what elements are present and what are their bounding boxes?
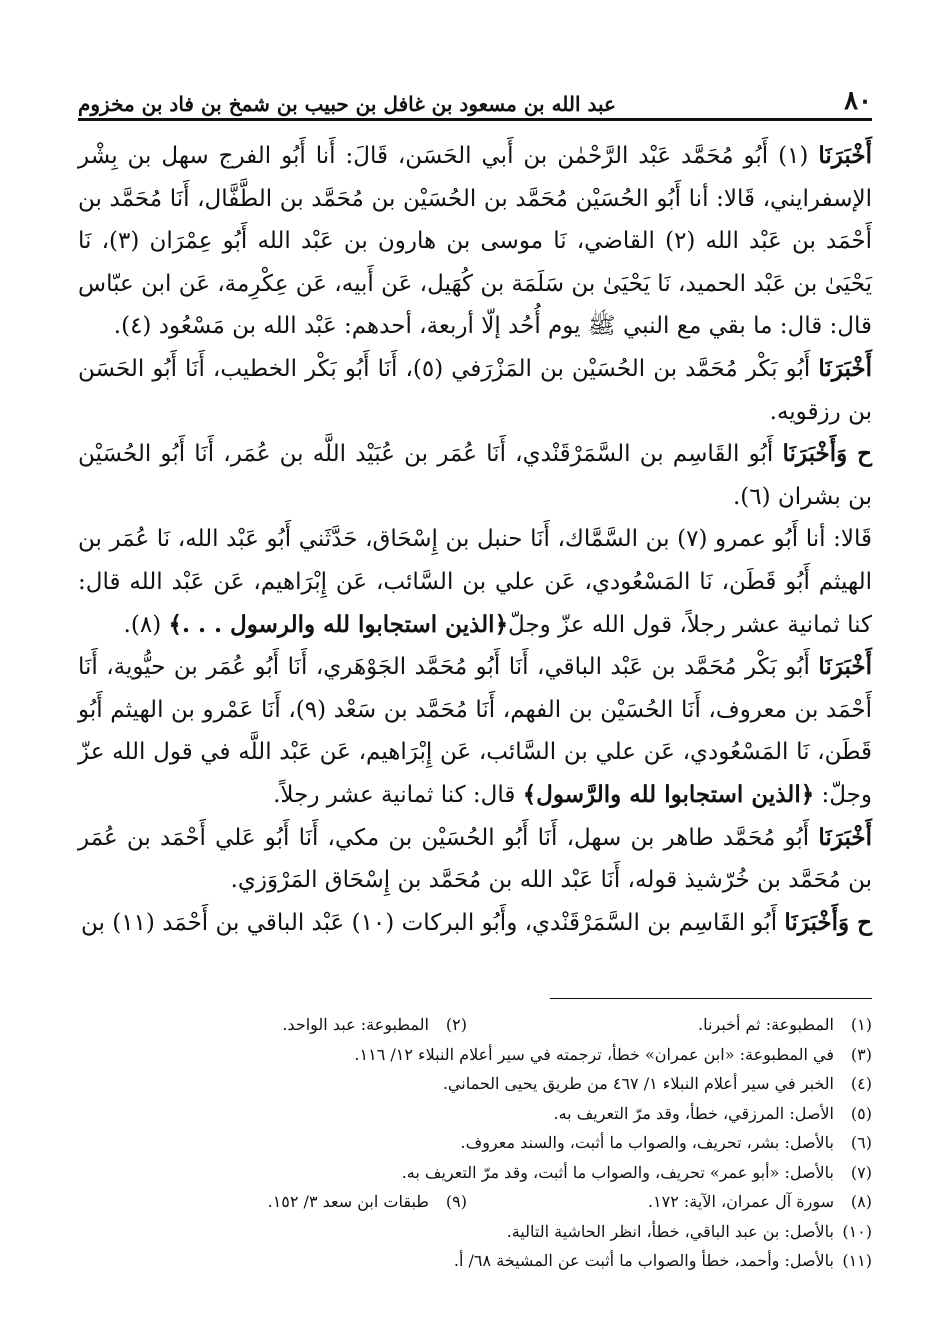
footnote-text: بالأصل: وأحمد، خطأ والصواب ما أثبت عن المشيخة ٦٨/ أ. [453,1251,834,1270]
quran-quote: ﴿الذين استجابوا لله والرسول . . .﴾ [168,610,509,638]
paragraph-text: أَبُو مُحَمَّد طاهر بن سهل، أَنَا أَبُو الحُسَيْن بن مكي، أَنَا أَبُو عَلي أَحْمَد بن عُمَر بن مُحَمَّد بن خُرّشيذ قوله، أَنَا عَبْد الله بن مُحَمَّد بن إِسْحَاق المَرْوَزي. [78,824,872,894]
footnote [354,1040,872,1070]
footnote [553,1099,872,1129]
footnote-number: (١) [850,1015,872,1034]
footnote-row [78,1099,872,1129]
chain-keyword: أَخْبَرَنَا [818,142,872,169]
paragraph [78,433,872,518]
footnote-text: المطبوعة: عبد الواحد. [282,1015,429,1034]
footnote [467,1187,872,1217]
page-number: ٨٠ [844,86,872,116]
paragraph-text: (٨). [123,611,169,638]
footnote [268,1187,467,1217]
footnote-row [78,1010,872,1040]
footnote-row [78,1040,872,1070]
footnote-text: في المطبوعة: «ابن عمران» خطأ، ترجمته في سير أعلام النبلاء ١٢/ ١١٦. [354,1044,834,1064]
paragraph [78,135,872,348]
footnote [467,1010,872,1040]
paragraph [78,518,872,646]
footnote [402,1158,872,1188]
footnote-number: (٢) [445,1015,467,1034]
footnotes [78,1010,872,1276]
footnote-row [78,1128,872,1158]
footnote-number: (٩) [445,1192,467,1211]
footnote-number: (٥) [850,1103,872,1123]
paragraph-text: قال: كنا ثمانية عشر رجلاً. [273,781,523,808]
paragraph [78,902,872,945]
paragraph-text: أَبُو القَاسِم بن السَّمَرْقَنْدي، وأَبُو البركات (١٠) عَبْد الباقي بن أَحْمَد (١١) بن [81,909,785,936]
footnote-row [78,1246,872,1276]
main-text [78,135,872,944]
footnote-text: سورة آل عمران، الآية: ١٧٢. [647,1192,834,1211]
paragraph [78,817,872,902]
chain-keyword: أَخْبَرَنَا [818,653,872,681]
paragraph-text: أَبُو بَكْر مُحَمَّد بن الحُسَيْن بن المَزْرَفي (٥)، أَنَا أَبُو بَكْر الخطيب، أَنَا أَبُو الحَسَن بن رزقويه. [78,355,872,425]
footnote-number: (١٠) [842,1221,872,1241]
footnote-text: طبقات ابن سعد ٣/ ١٥٢. [267,1192,429,1211]
page-header [78,84,872,116]
footnote-text: بالأصل: «أبو عمر» تحريف، والصواب ما أثبت، وقد مرّ التعريف به. [401,1162,834,1182]
footnote-number: (٦) [850,1133,872,1152]
footnote-text: الخبر في سير أعلام النبلاء ١/ ٤٦٧ من طريق يحيى الحماني. [442,1074,834,1093]
running-title: عبد الله بن مسعود بن غافل بن حبيب بن شمخ بن فاد بن مخزوم [78,92,616,116]
footnote-row [78,1217,872,1247]
footnote-number: (٣) [850,1044,872,1064]
paragraph-text: قَالا: أنا أَبُو عمرو (٧) بن السَّمَّاك، أَنَا حنبل بن إِسْحَاق، حَدَّثَني أَبُو عَبْد الله، نَا عُمَر بن الهيثم أَبُو قَطَن، نَا المَسْعُودي، عَن علي بن السَّائب، عَن إِبْرَاهيم، عَن عَبْد الله قال: كنا ثمانية عشر رجلاً، قول الله عزّ وجلّ [78,526,872,638]
quran-quote: ﴿الذين استجابوا لله والرَّسول﴾ [522,780,815,808]
footnote [454,1246,872,1276]
chain-keyword: ح وَأَخْبَرَنَا [784,908,872,936]
footnote-number: (٨) [850,1192,872,1211]
footnote-number: (٤) [850,1074,872,1093]
footnote [461,1128,872,1158]
paragraph [78,348,872,433]
footnote-text: المطبوعة: ثم أخبرنا. [698,1015,834,1034]
paragraph-text: أَبُو بَكْر مُحَمَّد بن عَبْد الباقي، أَنَا أَبُو مُحَمَّد الجَوْهَري، أَنَا أَبُو عُمَر بن حيُّوية، أَنَا أَحْمَد بن معروف، أَنَا الحُسَيْن بن الفهم، أَنَا مُحَمَّد بن سَعْد (٩)، أَنَا عَمْرو بن الهيثم أَبُو قَطَن، نَا المَسْعُودي، عَن علي بن السَّائب، عَن إِبْرَاهيم، عَن عَبْد اللَّه في قول الله عزّ وجلّ: [78,654,872,808]
paragraph-text: أَبُو القَاسِم بن السَّمَرْقَنْدي، أَنَا عُمَر بن عُبَيْد اللَّه بن عُمَر، أَنَا أَبُو الحُسَيْن بن بشران (٦). [78,441,872,510]
footnote-text: بالأصل: بشر، تحريف، والصواب ما أثبت، والسند معروف. [460,1133,834,1152]
footnote [443,1069,872,1099]
footnote-row [78,1187,872,1217]
footnote-text: بالأصل: بن عبد الباقي، خطأ، انظر الحاشية التالية. [506,1221,834,1241]
footnote-separator [550,998,872,999]
chain-keyword: ح وَأَخْبَرَنَا [782,440,873,468]
footnote-number: (١١) [842,1251,872,1270]
footnote-text: الأصل: المرزقي، خطأ، وقد مرّ التعريف به. [553,1103,834,1123]
footnote [507,1217,872,1247]
header-rule [78,118,872,121]
footnote-row [78,1158,872,1188]
paragraph [78,646,872,816]
chain-keyword: أَخْبَرَنَا [818,823,872,851]
paragraph-text: (١) أَبُو مُحَمَّد عَبْد الرَّحْمٰن بن أَبي الحَسَن، قَالَ: أَنا أَبُو الفرج سهل بن بِشْر الإسفرايني، قَالا: أنا أَبُو الحُسَيْن مُحَمَّد بن الحُسَيْن بن مُحَمَّد بن الطَّفَّال، أَنَا مُحَمَّد بن أَحْمَد بن عَبْد الله (٢) القاضي، نَا موسى بن هارون بن عَبْد الله أَبُو عِمْرَان (٣)، نَا يَحْيَىٰ بن عَبْد الحميد، نَا يَحْيَىٰ بن سَلَمَة بن كُهَيل، عَن أَبيه، عَن عِكْرِمة، عَن ابن عبّاس قال: قال: ما بقي مع النبي ﷺ يوم أُحُد إلّا أربعة، أحدهم: عَبْد الله بن مَسْعُود (٤). [78,143,873,340]
chain-keyword: أَخْبَرَنَا [818,354,872,382]
footnote-number: (٧) [850,1162,872,1182]
footnote [282,1010,467,1040]
footnote-row [78,1069,872,1099]
